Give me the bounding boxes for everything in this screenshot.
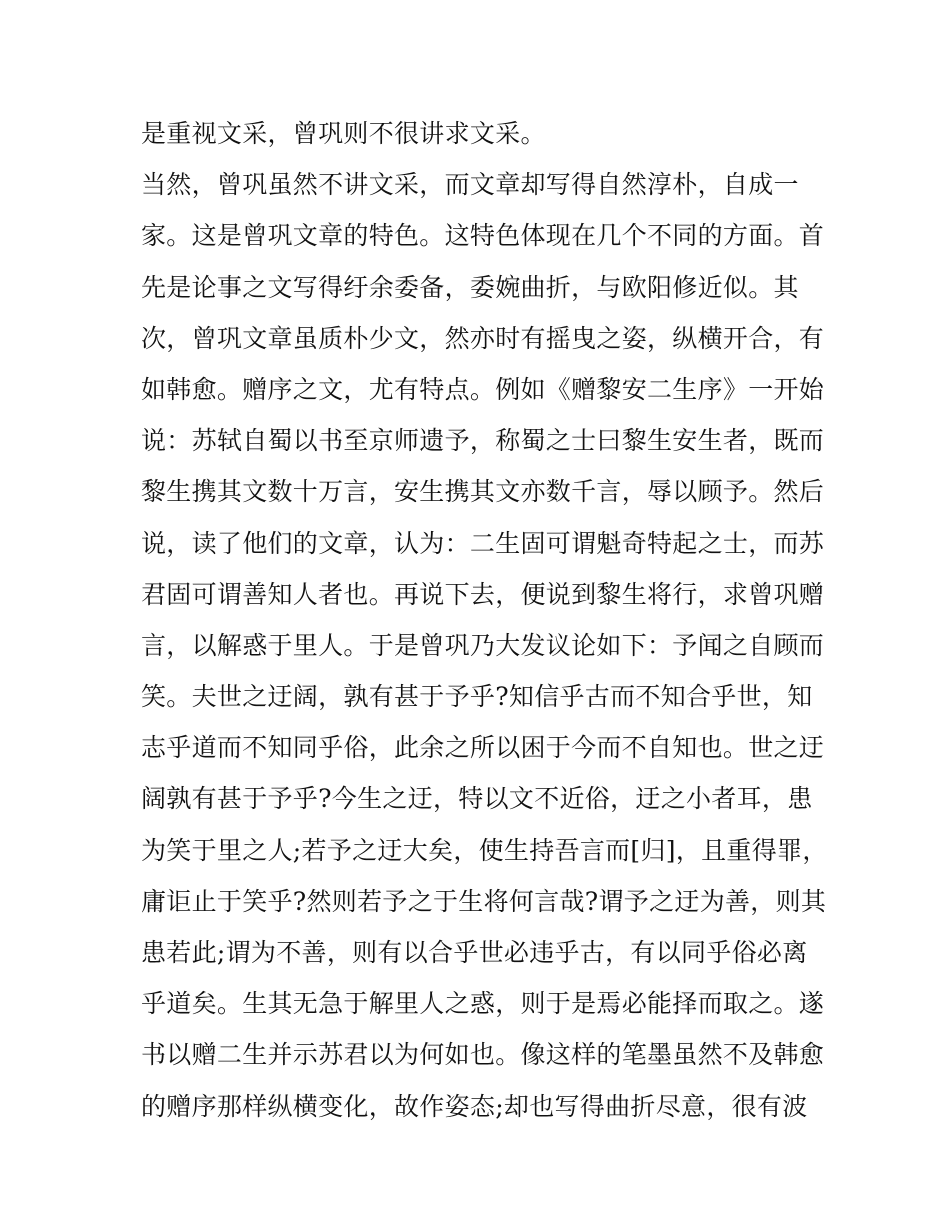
text-line: 阔孰有甚于予乎?今生之迂，特以文不近俗，迂之小者耳，患 [141, 784, 813, 814]
text-line: 乎道矣。生其无急于解里人之惑，则于是焉必能择而取之。遂 [141, 989, 825, 1019]
text-line: 当然，曾巩虽然不讲文采，而文章却写得自然淳朴，自成一 [141, 170, 799, 200]
text-line: 笑。夫世之迂阔，孰有甚于予乎?知信乎古而不知合乎世，知 [141, 682, 813, 712]
text-line: 君固可谓善知人者也。再说下去，便说到黎生将行，求曾巩赠 [141, 579, 825, 609]
text-line: 如韩愈。赠序之文，尤有特点。例如《赠黎安二生序》一开始 [141, 374, 825, 404]
text-line: 黎生携其文数十万言，安生携其文亦数千言，辱以顾予。然后 [141, 477, 825, 507]
text-line: 患若此;谓为不善，则有以合乎世必违乎古，有以同乎俗必离 [141, 938, 808, 967]
text-line: 说：苏轼自蜀以书至京师遗予，称蜀之士曰黎生安生者，既而 [141, 426, 825, 456]
text-line: 先是论事之文写得纡余委备，委婉曲折，与欧阳修近似。其 [141, 272, 799, 302]
text-line: 志乎道而不知同乎俗，此余之所以困于今而不自知也。世之迂 [141, 733, 825, 763]
text-line: 庸讵止于笑乎?然则若予之于生将何言哉?谓予之迂为善，则其 [141, 886, 827, 916]
text-line: 家。这是曾巩文章的特色。这特色体现在几个不同的方面。首 [141, 221, 825, 251]
text-line: 书以赠二生并示苏君以为何如也。像这样的笔墨虽然不及韩愈 [141, 1040, 825, 1070]
body-text [141, 108, 828, 1132]
text-line: 说，读了他们的文章，认为：二生固可谓魁奇特起之士，而苏 [141, 528, 825, 558]
text-line: 的赠序那样纵横变化，故作姿态;却也写得曲折尽意，很有波 [141, 1091, 808, 1121]
text-line: 言，以解惑于里人。于是曾巩乃大发议论如下：予闻之自顾而 [141, 630, 825, 660]
text-line: 为笑于里之人;若予之迂大矣，使生持吾言而[归]，且重得罪， [141, 835, 828, 865]
text-line: 次，曾巩文章虽质朴少文，然亦时有摇曳之姿，纵横开合，有 [141, 323, 825, 353]
text-line: 是重视文采，曾巩则不很讲求文采。 [141, 119, 546, 148]
